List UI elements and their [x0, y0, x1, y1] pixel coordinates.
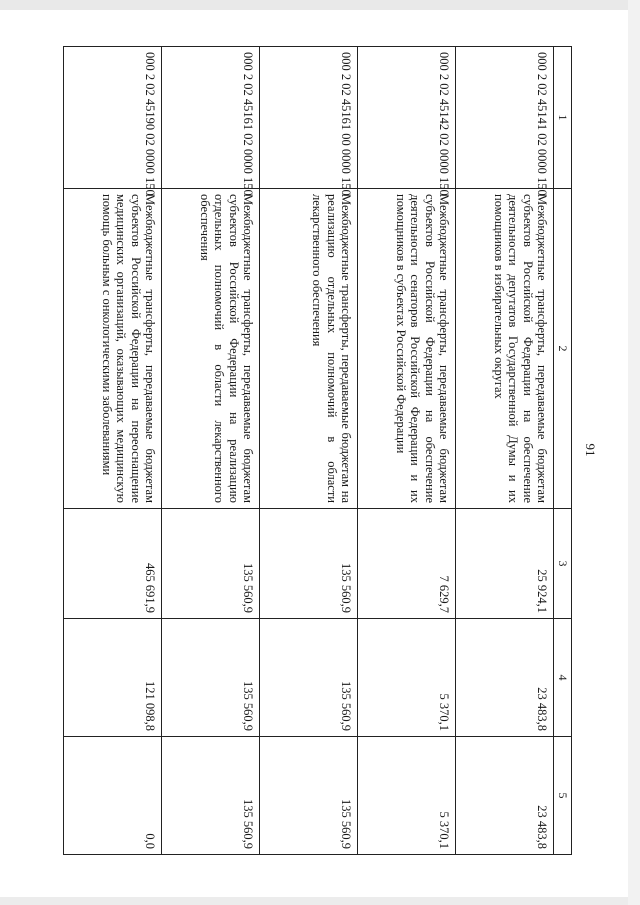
row-name: Межбюджетные трансферты, передаваемые бюджетам субъектов Российской Федерации на обеспечение деятельности сенаторов Российской Федерации и их помощников в субъектах Российской Федерации: [358, 189, 456, 509]
table-header: [554, 47, 572, 855]
row-code: 000 2 02 45161 02 0000 150: [162, 47, 260, 189]
table-row: [358, 47, 456, 855]
row-value-col3: 135 560,9: [162, 509, 260, 619]
scan-edge-top: [0, 0, 640, 10]
row-name: Межбюджетные трансферты, передаваемые бюджетам субъектов Российской Федерации на реализацию отдельных полномочий в области лекарственного обеспечения: [162, 189, 260, 509]
column-header-2: 2: [554, 189, 572, 509]
budget-table: [64, 46, 573, 855]
column-header-5: 5: [554, 737, 572, 855]
row-value-col3: 465 691,9: [64, 509, 162, 619]
table-body: [64, 47, 554, 855]
header-row: [554, 47, 572, 855]
row-value-col3: 7 629,7: [358, 509, 456, 619]
table-row: [162, 47, 260, 855]
row-value-col4: 5 370,1: [358, 619, 456, 737]
row-value-col3: 25 924,1: [456, 509, 554, 619]
row-code: 000 2 02 45190 02 0000 150: [64, 47, 162, 189]
row-code: 000 2 02 45161 00 0000 150: [260, 47, 358, 189]
column-header-1: 1: [554, 47, 572, 189]
row-value-col5: 0,0: [64, 737, 162, 855]
scan-edge-bottom: [0, 897, 640, 905]
row-code: 000 2 02 45141 02 0000 150: [456, 47, 554, 189]
row-name: Межбюджетные трансферты, передаваемые бюджетам субъектов Российской Федерации на переоснащение медицинских организаций, оказывающих медицинскую помощь больным с онкологическими заболеваниями: [64, 189, 162, 509]
column-header-4: 4: [554, 619, 572, 737]
table-row: [64, 47, 162, 855]
row-value-col4: 135 560,9: [260, 619, 358, 737]
table-row: [260, 47, 358, 855]
row-name: Межбюджетные трансферты, передаваемые бюджетам субъектов Российской Федерации на обеспечение деятельности депутатов Государственной Думы и их помощников в избирательных округах: [456, 189, 554, 509]
scan-edge-right: [628, 0, 640, 905]
row-name: Межбюджетные трансферты, передаваемые бюджетам на реализацию отдельных полномочий в области лекарственного обеспечения: [260, 189, 358, 509]
row-value-col4: 135 560,9: [162, 619, 260, 737]
table-row: [456, 47, 554, 855]
row-value-col4: 23 483,8: [456, 619, 554, 737]
column-header-3: 3: [554, 509, 572, 619]
row-value-col3: 135 560,9: [260, 509, 358, 619]
row-code: 000 2 02 45142 02 0000 150: [358, 47, 456, 189]
rotated-content: [20, 40, 600, 860]
page-number: 91: [583, 443, 598, 457]
row-value-col5: 23 483,8: [456, 737, 554, 855]
row-value-col5: 135 560,9: [162, 737, 260, 855]
row-value-col5: 135 560,9: [260, 737, 358, 855]
row-value-col5: 5 370,1: [358, 737, 456, 855]
row-value-col4: 121 098,8: [64, 619, 162, 737]
